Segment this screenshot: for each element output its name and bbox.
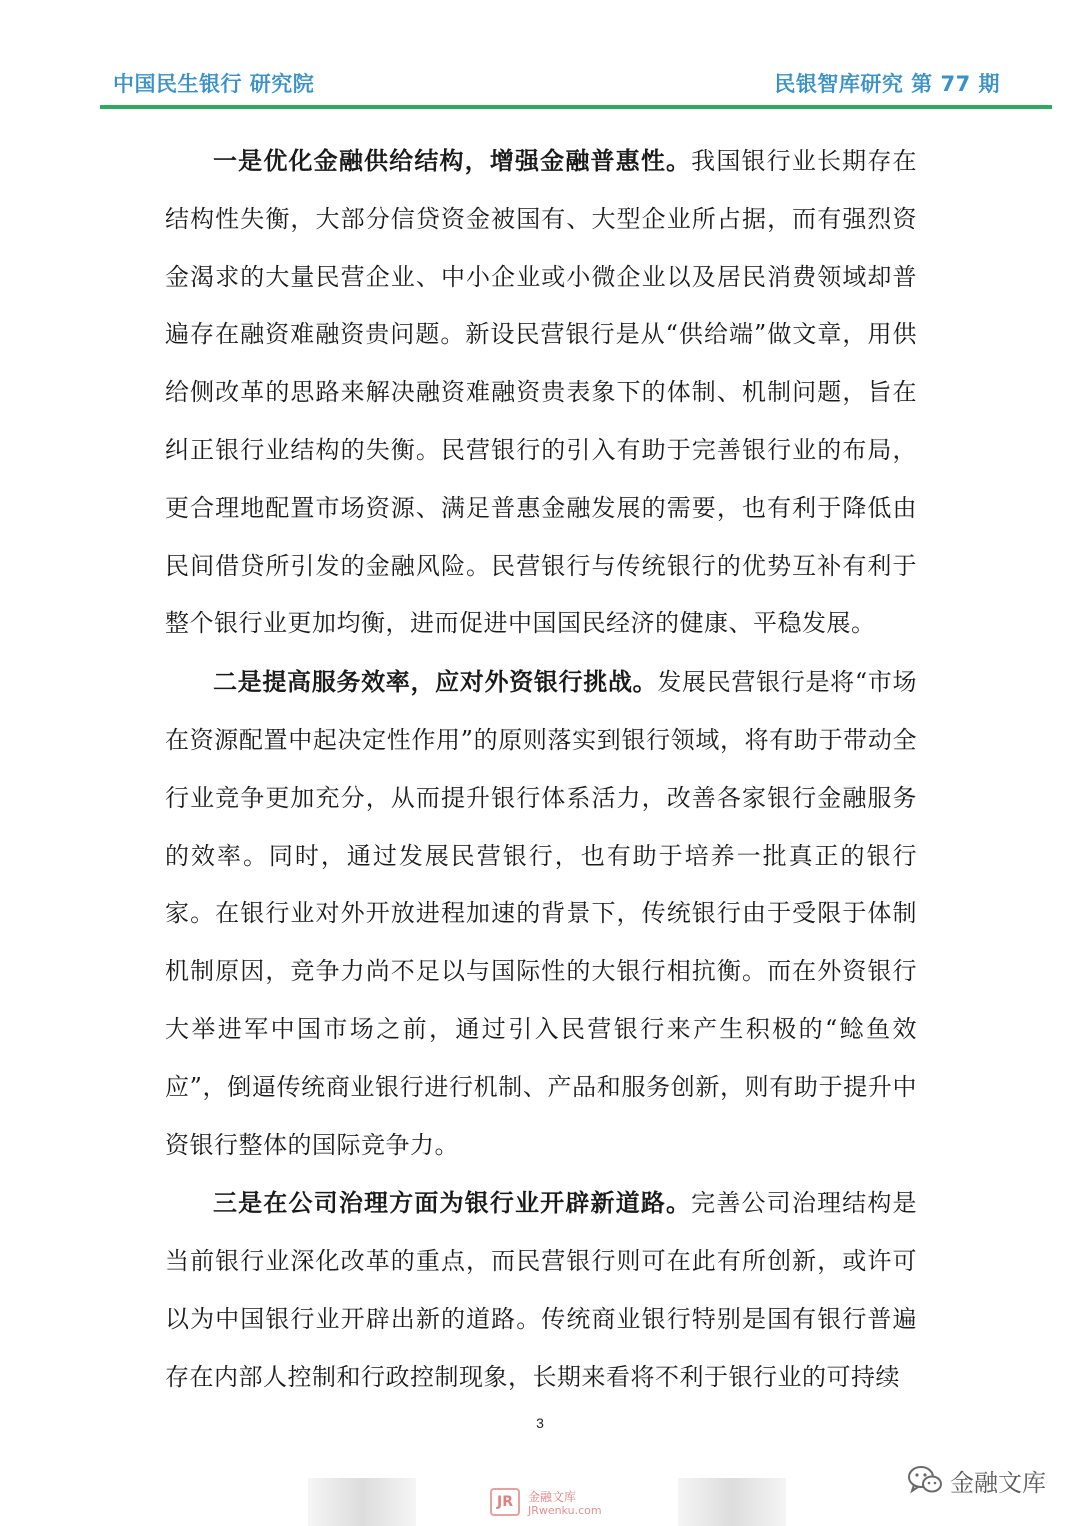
header-divider — [100, 105, 1052, 109]
paragraph-3-body: 完善公司治理结构是当前银行业深化改革的重点，而民营银行则可在此有所创新，或许可以为中国银行业开辟出新的道路。传统商业银行特别是国有银行普遍存在内部人控制和行政控制现象，长期来看将不利于银行业的可持续 — [165, 1189, 918, 1391]
paragraph-1-body: 我国银行业长期存在结构性失衡，大部分信贷资金被国有、大型企业所占据，而有强烈资金渴求的大量民营企业、中小企业或小微企业以及居民消费领域却普遍存在融资难融资贵问题。新设民营银行是从“供给端”做文章，用供给侧改革的思路来解决融资难融资贵表象下的体制、机制问题，旨在纠正银行业结构的失衡。民营银行的引入有助于完善银行业的布局，更合理地配置市场资源、满足普惠金融发展的需要，也有利于降低由民间借贷所引发的金融风险。民营银行与传统银行的优势互补有利于整个银行业更加均衡，进而促进中国国民经济的健康、平稳发展。 — [165, 147, 918, 638]
blurred-region — [678, 1478, 786, 1526]
wechat-icon — [908, 1465, 942, 1495]
paragraph-2 — [165, 653, 917, 1174]
page-number: 3 — [536, 1415, 544, 1431]
paragraph-2-body: 发展民营银行是将“市场在资源配置中起决定性作用”的原则落实到银行领域，将有助于带动全行业竞争更加充分，从而提升银行体系活力，改善各家银行金融服务的效率。同时，通过发展民营银行，也有助于培养一批真正的银行家。在银行业对外开放进程加速的背景下，传统银行由于受限于体制机制原因，竞争力尚不足以与国际性的大银行相抗衡。而在外资银行大举进军中国市场之前，通过引入民营银行来产生积极的“鲶鱼效应”，倒逼传统商业银行进行机制、产品和服务创新，则有助于提升中资银行整体的国际竞争力。 — [165, 668, 917, 1159]
publication-issue: 民银智库研究 第 77 期 — [774, 72, 1000, 96]
institution-name: 中国民生银行 研究院 — [113, 72, 315, 96]
jr-mark: JR — [490, 1488, 520, 1516]
jr-logo-url: JRwenku.com — [528, 1504, 602, 1517]
wechat-watermark — [908, 1462, 1046, 1498]
jr-logo-name: 金融文库 — [528, 1490, 577, 1504]
page-header — [0, 0, 1080, 110]
jrwenku-logo — [490, 1486, 640, 1520]
paragraph-2-lead: 二是提高服务效率，应对外资银行挑战。 — [213, 667, 658, 697]
paragraph-1 — [165, 132, 917, 653]
paragraph-3-lead: 三是在公司治理方面为银行业开辟新道路。 — [213, 1188, 692, 1218]
paragraph-3 — [165, 1174, 917, 1406]
document-body — [165, 132, 917, 1407]
watermark-text: 金融文库 — [950, 1468, 1046, 1497]
paragraph-1-lead: 一是优化金融供给结构，增强金融普惠性。 — [213, 146, 692, 175]
blurred-region — [308, 1478, 416, 1526]
